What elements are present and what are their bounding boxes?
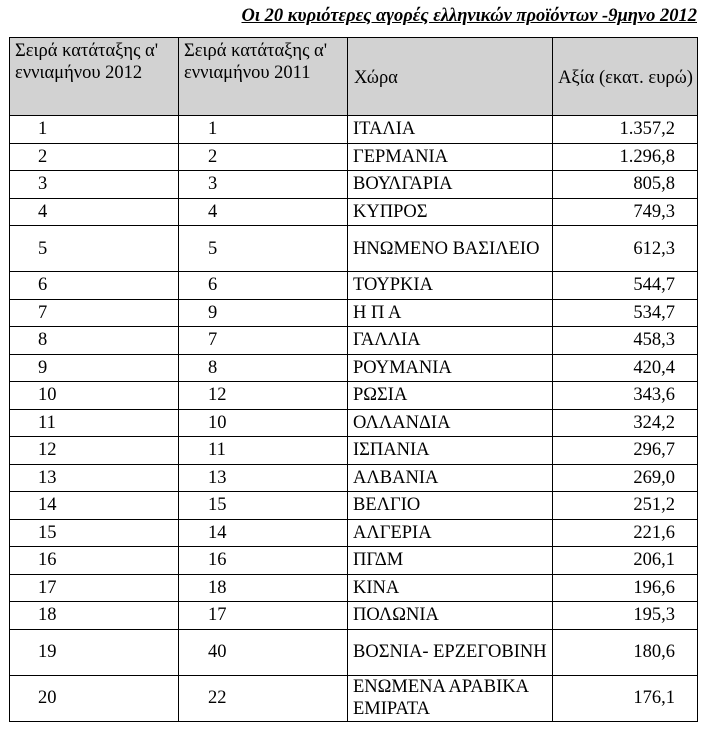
cell-value: 534,7 — [553, 299, 698, 327]
cell-rank-2011: 40 — [179, 629, 348, 675]
header-value: Αξία (εκατ. ευρώ) — [553, 38, 698, 116]
table-row — [10, 272, 698, 300]
exports-table — [9, 37, 698, 722]
header-country: Χώρα — [348, 38, 553, 116]
cell-country: ΠΓΔΜ — [348, 547, 553, 575]
cell-rank-2011: 7 — [179, 327, 348, 355]
cell-rank-2011: 18 — [179, 574, 348, 602]
table-row — [10, 602, 698, 630]
cell-country: ΡΟΥΜΑΝΙΑ — [348, 354, 553, 382]
cell-rank-2011: 3 — [179, 171, 348, 199]
cell-country: Η Π Α — [348, 299, 553, 327]
cell-rank-2012: 12 — [10, 437, 179, 465]
cell-rank-2012: 16 — [10, 547, 179, 575]
cell-rank-2011: 12 — [179, 382, 348, 410]
cell-value: 544,7 — [553, 272, 698, 300]
header-rank-2012: Σειρά κατάταξης α' εννιαμήνου 2012 — [10, 38, 179, 116]
cell-country: ΚΙΝΑ — [348, 574, 553, 602]
cell-rank-2011: 14 — [179, 519, 348, 547]
table-row — [10, 519, 698, 547]
table-row — [10, 299, 698, 327]
cell-value: 251,2 — [553, 492, 698, 520]
cell-value: 221,6 — [553, 519, 698, 547]
cell-rank-2011: 22 — [179, 675, 348, 721]
cell-value: 420,4 — [553, 354, 698, 382]
table-row — [10, 547, 698, 575]
cell-value: 296,7 — [553, 437, 698, 465]
cell-country: ΒΟΣΝΙΑ- ΕΡΖΕΓΟΒΙΝΗ — [348, 629, 553, 675]
cell-rank-2011: 15 — [179, 492, 348, 520]
table-body — [10, 116, 698, 722]
cell-rank-2011: 16 — [179, 547, 348, 575]
cell-rank-2011: 11 — [179, 437, 348, 465]
cell-rank-2012: 18 — [10, 602, 179, 630]
cell-value: 196,6 — [553, 574, 698, 602]
table-row — [10, 143, 698, 171]
cell-rank-2011: 8 — [179, 354, 348, 382]
cell-rank-2012: 6 — [10, 272, 179, 300]
cell-rank-2012: 11 — [10, 409, 179, 437]
table-row — [10, 409, 698, 437]
cell-value: 195,3 — [553, 602, 698, 630]
cell-rank-2012: 15 — [10, 519, 179, 547]
cell-country: ΤΟΥΡΚΙΑ — [348, 272, 553, 300]
cell-country: ΙΤΑΛΙΑ — [348, 116, 553, 144]
cell-rank-2011: 9 — [179, 299, 348, 327]
cell-rank-2011: 13 — [179, 464, 348, 492]
cell-value: 805,8 — [553, 171, 698, 199]
cell-rank-2012: 8 — [10, 327, 179, 355]
table-row — [10, 171, 698, 199]
cell-value: 206,1 — [553, 547, 698, 575]
cell-country: ΡΩΣΙΑ — [348, 382, 553, 410]
cell-value: 343,6 — [553, 382, 698, 410]
cell-country: ΙΣΠΑΝΙΑ — [348, 437, 553, 465]
cell-rank-2012: 19 — [10, 629, 179, 675]
cell-country: ΓΑΛΛΙΑ — [348, 327, 553, 355]
table-row — [10, 464, 698, 492]
cell-rank-2012: 9 — [10, 354, 179, 382]
table-row — [10, 327, 698, 355]
cell-country: ΒΕΛΓΙΟ — [348, 492, 553, 520]
cell-rank-2011: 2 — [179, 143, 348, 171]
table-header-row — [10, 38, 698, 116]
header-rank-2011: Σειρά κατάταξης α' εννιαμήνου 2011 — [179, 38, 348, 116]
cell-country: ΒΟΥΛΓΑΡΙΑ — [348, 171, 553, 199]
cell-rank-2012: 5 — [10, 226, 179, 272]
cell-rank-2012: 17 — [10, 574, 179, 602]
cell-country: ΑΛΓΕΡΙΑ — [348, 519, 553, 547]
cell-rank-2011: 17 — [179, 602, 348, 630]
table-row — [10, 675, 698, 721]
table-row — [10, 574, 698, 602]
table-row — [10, 629, 698, 675]
cell-value: 180,6 — [553, 629, 698, 675]
table-row — [10, 492, 698, 520]
cell-rank-2012: 7 — [10, 299, 179, 327]
cell-country: ΑΛΒΑΝΙΑ — [348, 464, 553, 492]
cell-rank-2011: 1 — [179, 116, 348, 144]
cell-country: ΠΟΛΩΝΙΑ — [348, 602, 553, 630]
cell-value: 269,0 — [553, 464, 698, 492]
cell-rank-2012: 1 — [10, 116, 179, 144]
table-title: Οι 20 κυριότερες αγορές ελληνικών προϊόντων -9μηνο 2012 — [241, 6, 697, 26]
table-row — [10, 198, 698, 226]
cell-rank-2011: 10 — [179, 409, 348, 437]
cell-value: 1.296,8 — [553, 143, 698, 171]
cell-country: ΟΛΛΑΝΔΙΑ — [348, 409, 553, 437]
cell-value: 612,3 — [553, 226, 698, 272]
cell-rank-2011: 5 — [179, 226, 348, 272]
cell-rank-2012: 3 — [10, 171, 179, 199]
cell-value: 176,1 — [553, 675, 698, 721]
cell-country: ΗΝΩΜΕΝΟ ΒΑΣΙΛΕΙΟ — [348, 226, 553, 272]
cell-value: 1.357,2 — [553, 116, 698, 144]
cell-value: 458,3 — [553, 327, 698, 355]
cell-rank-2012: 2 — [10, 143, 179, 171]
cell-rank-2011: 6 — [179, 272, 348, 300]
cell-country: ΕΝΩΜΕΝΑ ΑΡΑΒΙΚΑ ΕΜΙΡΑΤΑ — [348, 675, 553, 721]
cell-country: ΓΕΡΜΑΝΙΑ — [348, 143, 553, 171]
cell-rank-2012: 10 — [10, 382, 179, 410]
cell-value: 324,2 — [553, 409, 698, 437]
table-row — [10, 354, 698, 382]
cell-rank-2012: 20 — [10, 675, 179, 721]
table-row — [10, 116, 698, 144]
cell-rank-2012: 14 — [10, 492, 179, 520]
cell-rank-2012: 13 — [10, 464, 179, 492]
table-row — [10, 382, 698, 410]
cell-country: ΚΥΠΡΟΣ — [348, 198, 553, 226]
cell-rank-2012: 4 — [10, 198, 179, 226]
table-row — [10, 437, 698, 465]
table-row — [10, 226, 698, 272]
cell-value: 749,3 — [553, 198, 698, 226]
cell-rank-2011: 4 — [179, 198, 348, 226]
